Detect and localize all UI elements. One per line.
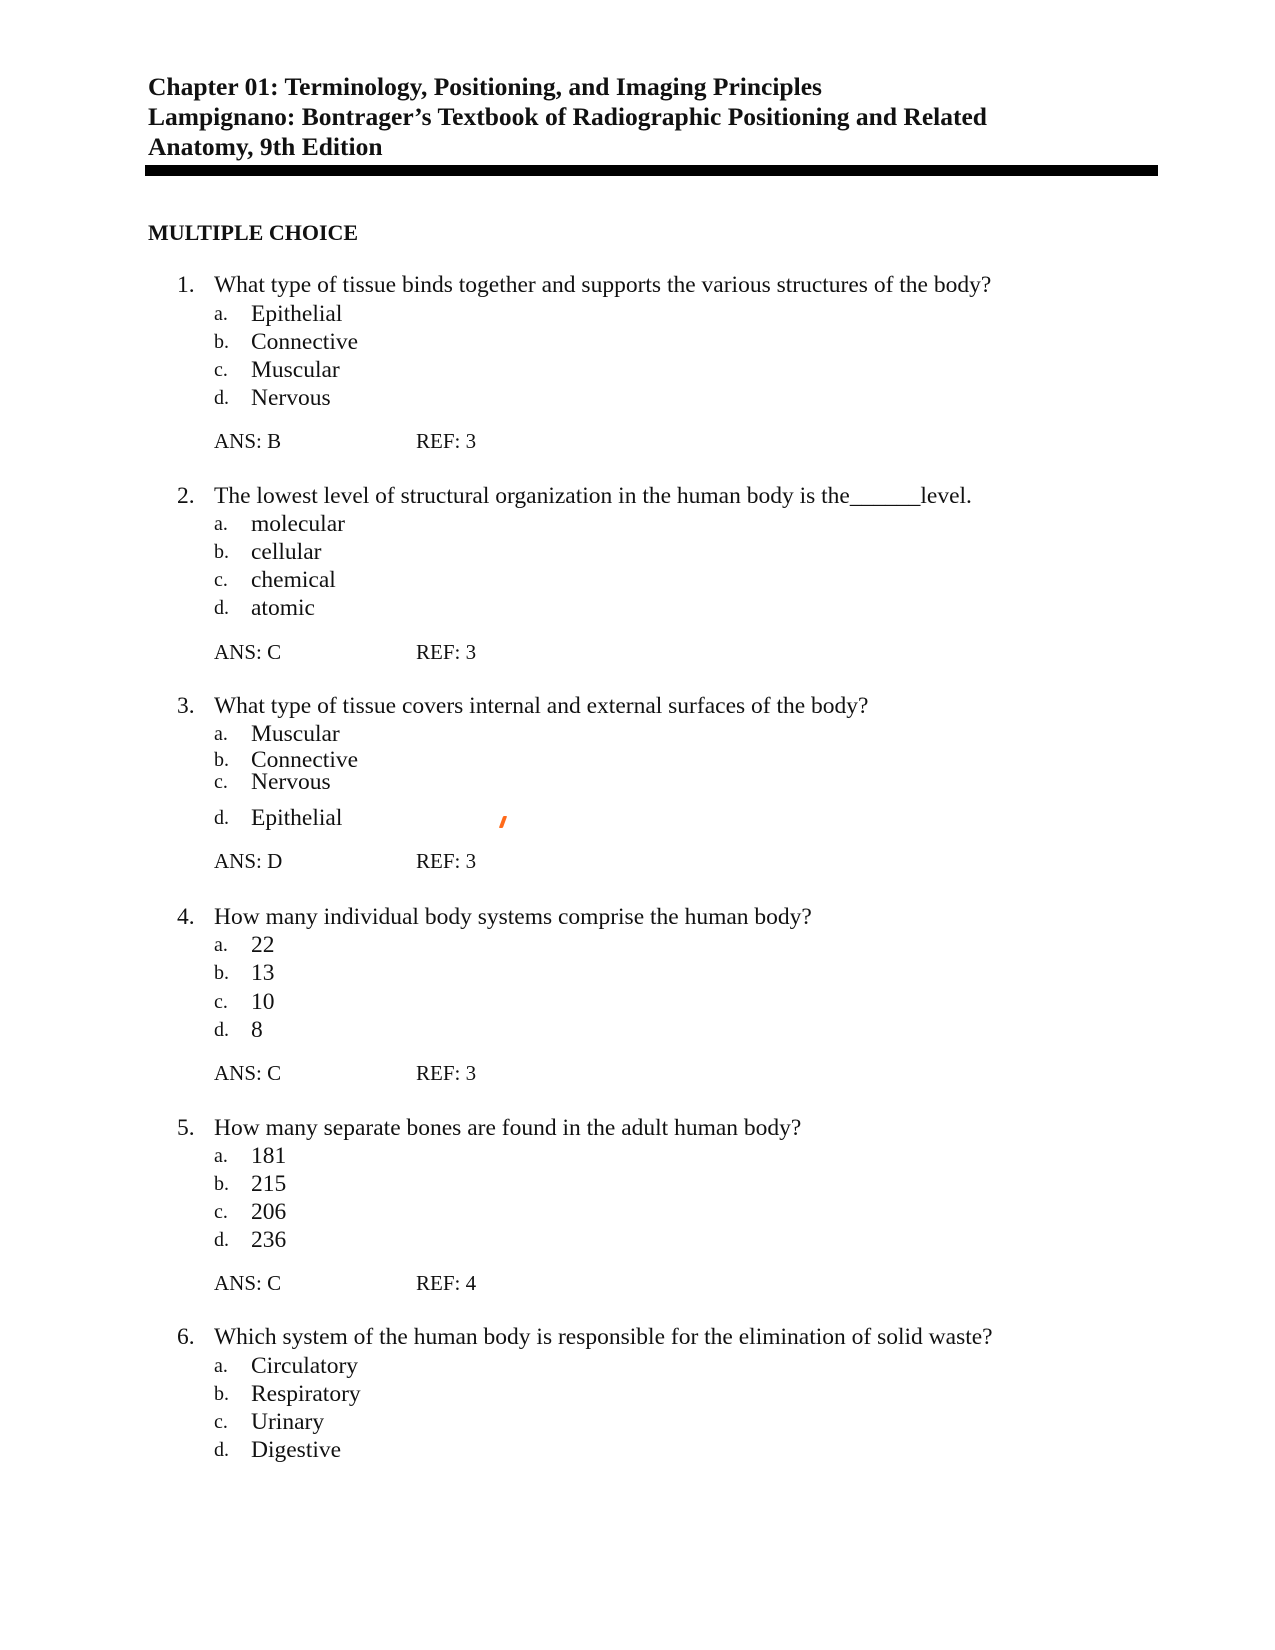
choice-text: Respiratory [251, 1381, 361, 1407]
choice-letter: c. [214, 1201, 228, 1223]
page-reference: REF: 3 [416, 1061, 477, 1085]
choice-letter: c. [214, 1411, 228, 1433]
question-number: 4. [177, 904, 195, 930]
choice-letter: b. [214, 749, 229, 771]
book-title: Lampignano: Bontrager’s Textbook of Radiographic Positioning and Related [148, 102, 987, 131]
answer-line [0, 427, 1275, 455]
question-text: How many individual body systems comprise the human body? [214, 904, 812, 930]
question-number: 3. [177, 693, 195, 719]
choice-text: 206 [251, 1199, 287, 1225]
question-number: 2. [177, 483, 195, 509]
choice-d [0, 1436, 1275, 1464]
choice-c [0, 988, 1275, 1016]
choice-letter: a. [214, 1145, 228, 1167]
chapter-header [148, 72, 1088, 162]
answer-key: ANS: B [214, 429, 282, 453]
choice-letter: b. [214, 1173, 229, 1195]
choice-c [0, 356, 1275, 384]
page-reference: REF: 4 [416, 1271, 477, 1295]
chapter-title: Chapter 01: Terminology, Positioning, and Imaging Principles [148, 72, 822, 101]
question-stem [0, 481, 1275, 511]
choice-c [0, 768, 1275, 796]
choice-text: Nervous [251, 769, 331, 795]
question-text: What type of tissue covers internal and external surfaces of the body? [214, 693, 869, 719]
choice-letter: d. [214, 597, 229, 619]
choice-b [0, 1170, 1275, 1198]
answer-line [0, 1059, 1275, 1087]
choice-text: Connective [251, 747, 359, 773]
choice-text: Urinary [251, 1409, 325, 1435]
choice-letter: d. [214, 1229, 229, 1251]
question-number: 1. [177, 272, 195, 298]
choice-letter: d. [214, 807, 229, 829]
choice-letter: b. [214, 962, 229, 984]
choice-text: Epithelial [251, 805, 343, 831]
question-text: The lowest level of structural organization in the human body is the______level. [214, 483, 972, 509]
choice-d [0, 384, 1275, 412]
choice-a [0, 1142, 1275, 1170]
answer-line [0, 638, 1275, 666]
question-number: 5. [177, 1115, 195, 1141]
choice-b [0, 538, 1275, 566]
choice-d [0, 1226, 1275, 1254]
choice-text: 215 [251, 1171, 287, 1197]
choice-c [0, 1408, 1275, 1436]
choice-d [0, 594, 1275, 622]
choice-text: 22 [251, 932, 275, 958]
choice-a [0, 300, 1275, 328]
page-reference: REF: 3 [416, 640, 477, 664]
choice-text: 236 [251, 1227, 287, 1253]
answer-key: ANS: C [214, 1271, 282, 1295]
choice-a [0, 720, 1275, 748]
choice-letter: c. [214, 359, 228, 381]
choice-letter: b. [214, 541, 229, 563]
choice-text: Connective [251, 329, 359, 355]
choice-text: Circulatory [251, 1353, 359, 1379]
choice-c [0, 1198, 1275, 1226]
choice-text: 13 [251, 960, 275, 986]
answer-line [0, 847, 1275, 875]
answer-key: ANS: D [214, 849, 283, 873]
choice-letter: b. [214, 331, 229, 353]
question-text: What type of tissue binds together and supports the various structures of the body? [214, 272, 992, 298]
choice-letter: a. [214, 723, 228, 745]
choice-text: Muscular [251, 721, 340, 747]
question-text: How many separate bones are found in the adult human body? [214, 1115, 802, 1141]
answer-key: ANS: C [214, 640, 282, 664]
choice-letter: d. [214, 1019, 229, 1041]
choice-letter: a. [214, 934, 228, 956]
choice-letter: a. [214, 513, 228, 535]
choice-letter: a. [214, 303, 228, 325]
page-reference: REF: 3 [416, 429, 477, 453]
choice-b [0, 1380, 1275, 1408]
choice-b [0, 959, 1275, 987]
question-stem [0, 902, 1275, 932]
question-stem [0, 270, 1275, 300]
choice-letter: d. [214, 387, 229, 409]
choice-a [0, 1352, 1275, 1380]
page-reference: REF: 3 [416, 849, 477, 873]
choice-a [0, 931, 1275, 959]
choice-text: Nervous [251, 385, 331, 411]
choice-text: Muscular [251, 357, 340, 383]
choice-letter: c. [214, 569, 228, 591]
choice-a [0, 510, 1275, 538]
choice-text: Epithelial [251, 301, 343, 327]
header-rule [145, 165, 1158, 176]
choice-text: molecular [251, 511, 345, 537]
choice-c [0, 566, 1275, 594]
answer-key: ANS: C [214, 1061, 282, 1085]
question-stem [0, 1113, 1275, 1143]
question-number: 6. [177, 1324, 195, 1350]
choice-d [0, 804, 1275, 832]
choice-text: chemical [251, 567, 336, 593]
choice-d [0, 1016, 1275, 1044]
choice-text: atomic [251, 595, 315, 621]
choice-b [0, 328, 1275, 356]
choice-letter: b. [214, 1383, 229, 1405]
question-stem [0, 1322, 1275, 1352]
choice-text: Digestive [251, 1437, 342, 1463]
book-edition: Anatomy, 9th Edition [148, 132, 383, 161]
section-title: MULTIPLE CHOICE [148, 220, 359, 245]
choice-letter: a. [214, 1355, 228, 1377]
choice-letter: c. [214, 771, 228, 793]
choice-text: 181 [251, 1143, 287, 1169]
choice-text: 8 [251, 1017, 263, 1043]
choice-letter: d. [214, 1439, 229, 1461]
answer-line [0, 1269, 1275, 1297]
choice-text: cellular [251, 539, 322, 565]
choice-letter: c. [214, 991, 228, 1013]
question-text: Which system of the human body is responsible for the elimination of solid waste? [214, 1324, 993, 1350]
choice-text: 10 [251, 989, 275, 1015]
question-stem [0, 691, 1275, 721]
